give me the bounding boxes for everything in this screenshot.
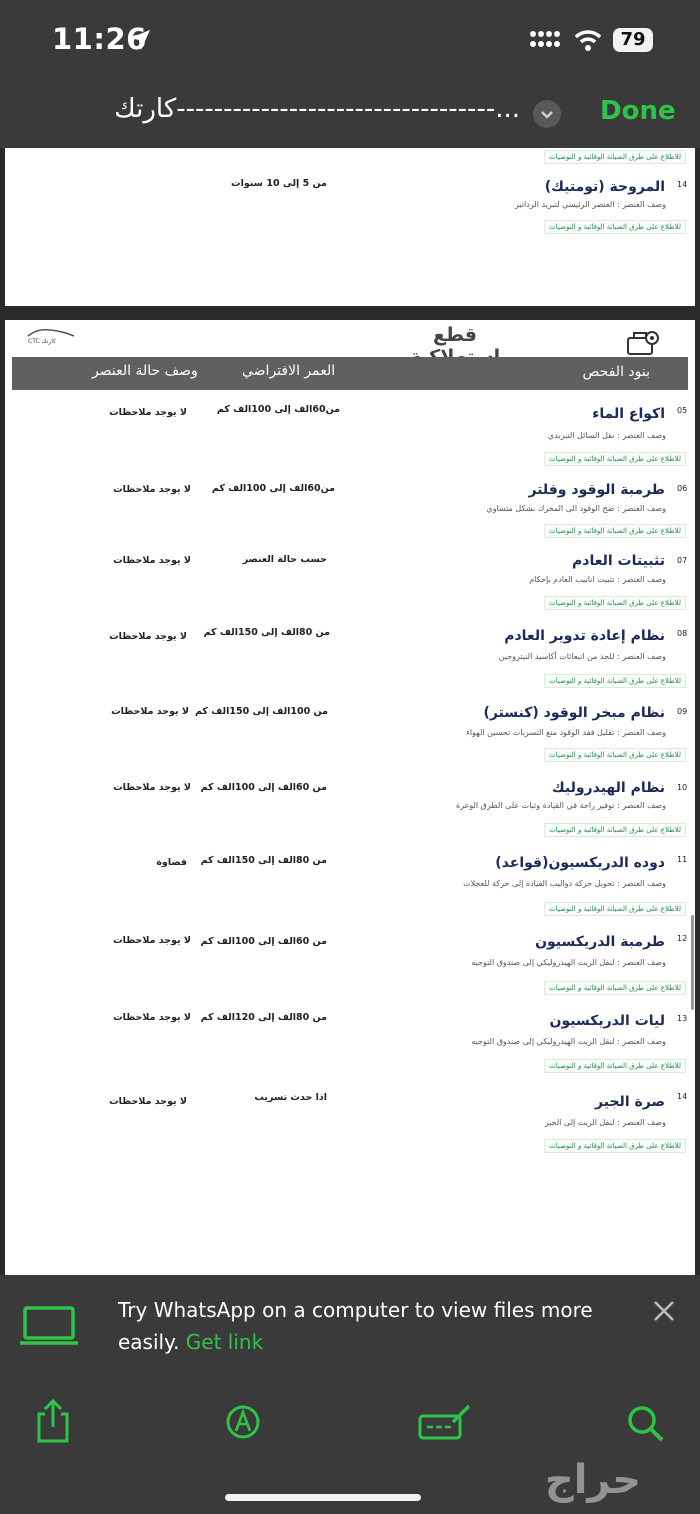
close-icon[interactable] [652, 1299, 676, 1323]
row-condition: لا يوجد ملاحظات [113, 935, 191, 946]
maintenance-link[interactable]: للاطلاع على طرق الصيانة الوقائية و التوصيات [544, 981, 686, 995]
table-row [5, 1012, 695, 1082]
search-icon[interactable] [626, 1404, 666, 1444]
row-title: دوده الدريكسيون(قواعد) [495, 855, 665, 871]
row-description: وصف العنصر : توفير راحة في القيادة وثبات على الطرق الوعرة [455, 801, 666, 810]
row-title: صرة الجير [595, 1094, 665, 1110]
row-lifespan: من 60الف إلى 100الف كم [200, 782, 327, 793]
row-condition: لا يوجد ملاحظات [109, 631, 187, 642]
row-number: 14 [677, 1092, 688, 1101]
wifi-icon [573, 28, 603, 52]
row-number: 09 [677, 707, 688, 716]
row-lifespan: من 5 إلى 10 سنوات [231, 178, 327, 189]
row-description: وصف العنصر : لنقل الزيت إلى الجير [544, 1118, 666, 1127]
maintenance-link[interactable]: للاطلاع على طرق الصيانة الوقائية و التوصيات [544, 748, 686, 762]
row-title: تثبيتات العادم [572, 553, 665, 569]
maintenance-link[interactable]: للاطلاع على طرق الصيانة الوقائية و التوصيات [544, 674, 686, 688]
table-row [5, 627, 695, 697]
row-number: 12 [677, 934, 688, 943]
chevron-down-icon [533, 100, 561, 128]
table-row [5, 1092, 695, 1162]
row-condition: لا يوجد ملاحظات [111, 706, 189, 717]
row-description: وصف العنصر : تثبيت انابيب العادم بإحكام [529, 575, 666, 584]
row-title: نظام إعادة تدوير العادم [504, 628, 665, 644]
row-number: 13 [677, 1014, 688, 1023]
home-indicator [225, 1494, 421, 1501]
header-lifespan: العمر الافتراضي [242, 363, 336, 379]
row-number: 05 [677, 406, 688, 415]
haraj-watermark: حراج [544, 1457, 642, 1503]
pdf-page-12 [5, 320, 695, 1275]
maintenance-link[interactable]: للاطلاع على طرق الصيانة الوقائية و التوصيات [544, 452, 686, 466]
table-row [5, 934, 695, 1004]
title-menu-button[interactable] [533, 100, 561, 128]
table-row [5, 704, 695, 774]
maintenance-link[interactable]: للاطلاع على طرق الصيانة الوقائية و التوصيات [544, 220, 686, 234]
maintenance-link[interactable]: للاطلاع على طرق الصيانة الوقائية و التوصيات [544, 524, 686, 538]
table-row [5, 853, 695, 923]
row-title: اكواع الماء [592, 406, 665, 422]
banner-text: Try WhatsApp on a computer to view files more easily. [118, 1298, 593, 1354]
header-items: بنود الفحص [582, 364, 650, 380]
section-heading: قطع [433, 324, 477, 346]
scrollbar[interactable] [691, 915, 694, 1010]
row-lifespan: اذا حدث تسريب [254, 1092, 327, 1103]
row-number: 07 [677, 556, 688, 565]
row-description: وصف العنصر : تحويل حركة دواليب القيادة إلى حركة للعجلات [463, 879, 666, 888]
row-lifespan: من60الف إلى 100الف كم [216, 404, 340, 415]
row-description: وصف العنصر : نقل السائل التبريدي [547, 431, 666, 440]
laptop-icon [18, 1305, 80, 1347]
table-row [5, 482, 695, 552]
row-description: وصف العنصر : تقليل فقد الوقود منع التسربات تحسين الهواء [466, 728, 666, 737]
row-number: 06 [677, 484, 688, 493]
row-title: ليات الدريكسيون [549, 1013, 665, 1029]
maintenance-link[interactable]: للاطلاع على طرق الصيانة الوقائية و التوصيات [544, 1059, 686, 1073]
row-lifespan: من 100الف إلى 150الف كم [194, 706, 328, 717]
get-link[interactable]: Get link [185, 1330, 264, 1354]
row-condition: فضاوة [156, 857, 187, 868]
row-description: وصف العنصر : للحد من انبعاثات أكاسيد النيتروجين [498, 652, 666, 661]
markup-icon[interactable] [225, 1404, 261, 1440]
ctc-logo [22, 326, 82, 348]
row-number: 11 [677, 855, 688, 864]
maintenance-link[interactable]: للاطلاع على طرق الصيانة الوقائية و التوصيات [544, 150, 686, 164]
battery-indicator: 79 [613, 28, 653, 52]
row-description: وصف العنصر : لنقل الزيت الهيدروليكي إلى صندوق التوجيه [471, 1037, 666, 1046]
table-row [5, 402, 695, 472]
row-title: المروحة (تومتيك) [544, 179, 665, 195]
maintenance-link[interactable]: للاطلاع على طرق الصيانة الوقائية و التوصيات [544, 596, 686, 610]
logo-text: CTC كارتك [28, 338, 56, 345]
document-title[interactable]: ...----------------------------------كارتك [114, 94, 520, 124]
header-condition: وصف حالة العنصر [92, 363, 198, 379]
row-title: طرمبة الدريكسيون [535, 934, 665, 950]
row-condition: لا يوجد ملاحظات [113, 782, 191, 793]
cellular-dots-icon [529, 30, 561, 50]
row-number: 10 [677, 783, 688, 792]
row-lifespan: من 80الف إلى 150الف كم [200, 855, 327, 866]
row-title: طرمبة الوقود وفلتر [528, 482, 665, 498]
row-condition: لا يوجد ملاحظات [113, 1012, 191, 1023]
row-condition: لا يوجد ملاحظات [113, 555, 191, 566]
row-lifespan: من 60الف إلى 100الف كم [200, 936, 327, 947]
maintenance-link[interactable]: للاطلاع على طرق الصيانة الوقائية و التوصيات [544, 823, 686, 837]
table-row [5, 553, 695, 623]
location-arrow-icon [128, 28, 152, 52]
row-condition: لا يوجد ملاحظات [109, 1096, 187, 1107]
row-condition: لا يوجد ملاحظات [113, 484, 191, 495]
status-time: 11:26 [52, 22, 147, 56]
done-button[interactable]: Done [600, 96, 676, 126]
row-lifespan: من 80الف إلى 150الف كم [203, 627, 330, 638]
table-row [5, 779, 695, 849]
row-title: نظام الهيدروليك [551, 780, 665, 796]
row-condition: لا يوجد ملاحظات [109, 407, 187, 418]
row-lifespan: من 80الف إلى 120الف كم [200, 1012, 327, 1023]
row-description: وصف العنصر : ضخ الوقود الى المحرك بشكل متساوي [486, 504, 666, 513]
maintenance-link[interactable]: للاطلاع على طرق الصيانة الوقائية و التوصيات [544, 902, 686, 916]
row-description: وصف العنصر : العنصر الرئيسي لتبريد الرداتير [515, 200, 666, 209]
signature-icon[interactable] [417, 1402, 473, 1442]
banner-message [118, 1294, 628, 1358]
row-title: نظام مبخر الوقود (كنستر) [483, 705, 665, 721]
share-icon[interactable] [34, 1398, 72, 1444]
row-lifespan: حسب حالة العنصر [242, 554, 327, 565]
engine-gear-icon [625, 328, 661, 360]
row-number: 08 [677, 629, 688, 638]
row-number: 14 [677, 180, 688, 189]
maintenance-link[interactable]: للاطلاع على طرق الصيانة الوقائية و التوصيات [544, 1139, 686, 1153]
pdf-page-11 [5, 148, 695, 306]
table-header [12, 357, 688, 390]
row-description: وصف العنصر : لنقل الزيت الهيدروليكي إلى صندوق التوجيه [471, 958, 666, 967]
row-lifespan: من60الف إلى 100الف كم [211, 483, 335, 494]
